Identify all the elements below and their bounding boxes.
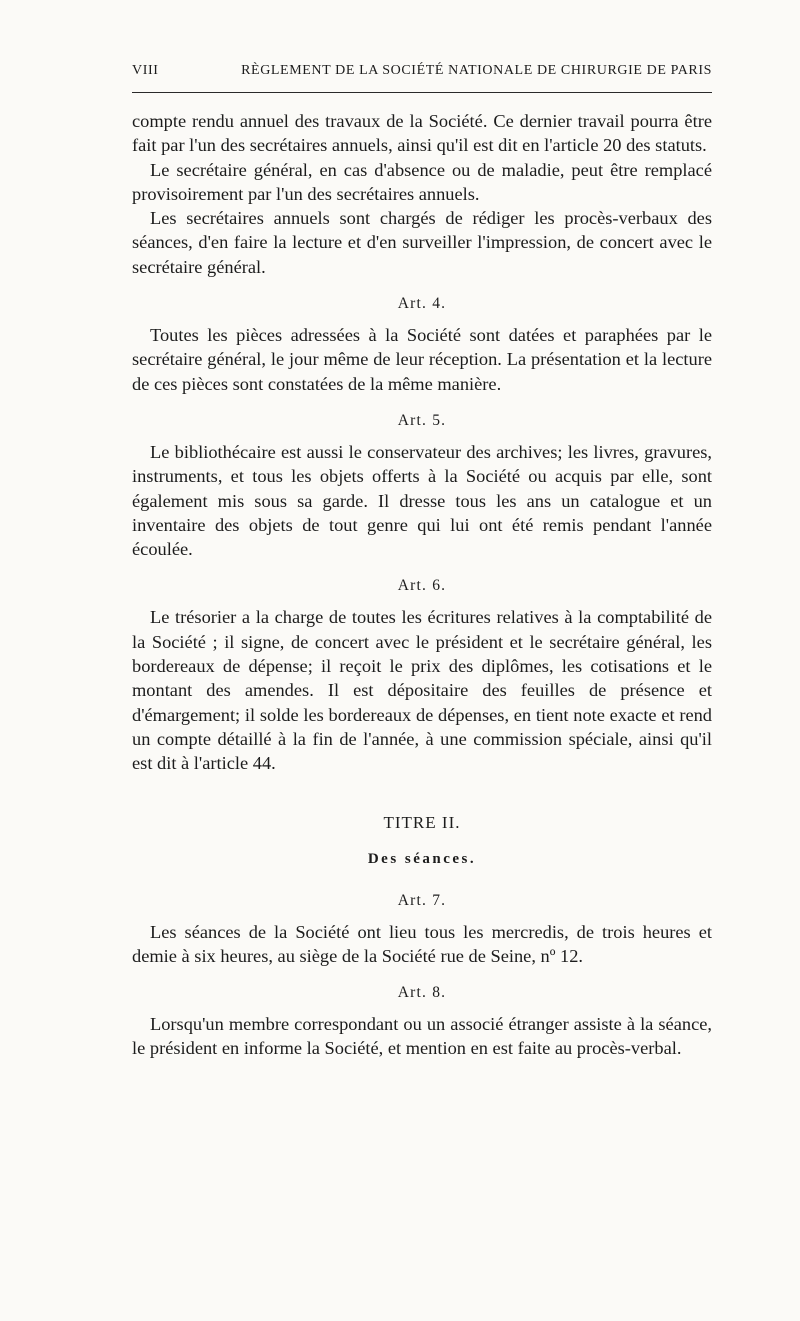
paragraph: compte rendu annuel des travaux de la Société. Ce dernier travail pourra être fait par l'un des secrétaires annuels, ainsi qu'il est dit en l'article 20 des statuts. bbox=[132, 111, 712, 156]
document-page bbox=[132, 58, 712, 1061]
section-title: TITRE II. bbox=[383, 812, 461, 832]
article-heading: Art. 7. bbox=[397, 891, 447, 909]
paragraph: Les séances de la Société ont lieu tous les mercredis, de trois heures et demie à six heures, au siège de la Société rue de Seine, nº 12. bbox=[132, 921, 712, 966]
paragraph: Lorsqu'un membre correspondant ou un associé étranger assiste à la séance, le président en informe la Société, et mention en est faite au procès-verbal. bbox=[132, 1014, 712, 1059]
paragraph: Toutes les pièces adressées à la Société sont datées et paraphées par le secrétaire général, le jour même de leur réception. La présentation et la lecture de ces pièces sont constatées de la même manière. bbox=[132, 325, 712, 394]
article-heading: Art. 8. bbox=[397, 984, 447, 1002]
paragraph: Le secrétaire général, en cas d'absence ou de maladie, peut être remplacé provisoirement par l'un des secrétaires annuels. bbox=[132, 159, 712, 204]
running-title: RÈGLEMENT DE LA SOCIÉTÉ NATIONALE DE CHIRURGIE DE PARIS bbox=[241, 63, 712, 78]
header-rule bbox=[132, 92, 712, 93]
paragraph: Les secrétaires annuels sont chargés de rédiger les procès-verbaux des séances, d'en faire la lecture et d'en surveiller l'impression, de concert avec le secrétaire général. bbox=[132, 208, 712, 277]
paragraph: Le bibliothécaire est aussi le conservateur des archives; les livres, gravures, instruments, et tous les objets offerts à la Société ou acquis par elle, sont également mis sous sa garde. Il dresse tous les ans un catalogue et un inventaire des objets de tout genre qui lui ont été remis pendant l'année écoulée. bbox=[132, 441, 712, 560]
section-subtitle: Des séances. bbox=[367, 850, 477, 867]
article-heading: Art. 4. bbox=[397, 295, 447, 313]
article-heading: Art. 6. bbox=[397, 577, 447, 595]
page-number: VIII bbox=[132, 63, 159, 78]
running-header bbox=[132, 58, 712, 84]
article-heading: Art. 5. bbox=[397, 411, 447, 429]
paragraph: Le trésorier a la charge de toutes les écritures relatives à la comptabilité de la Société ; il signe, de concert avec le président et le secrétaire général, les bordereaux de dépense; il reçoit le prix des diplômes, les cotisations et le montant des amendes. Il est dépositaire des feuilles de présence et d'émargement; il solde les bordereaux de dépenses, en tient note exacte et rend un compte détaillé à la fin de l'année, à une commission spéciale, ainsi qu'il est dit à l'article 44. bbox=[132, 607, 712, 774]
